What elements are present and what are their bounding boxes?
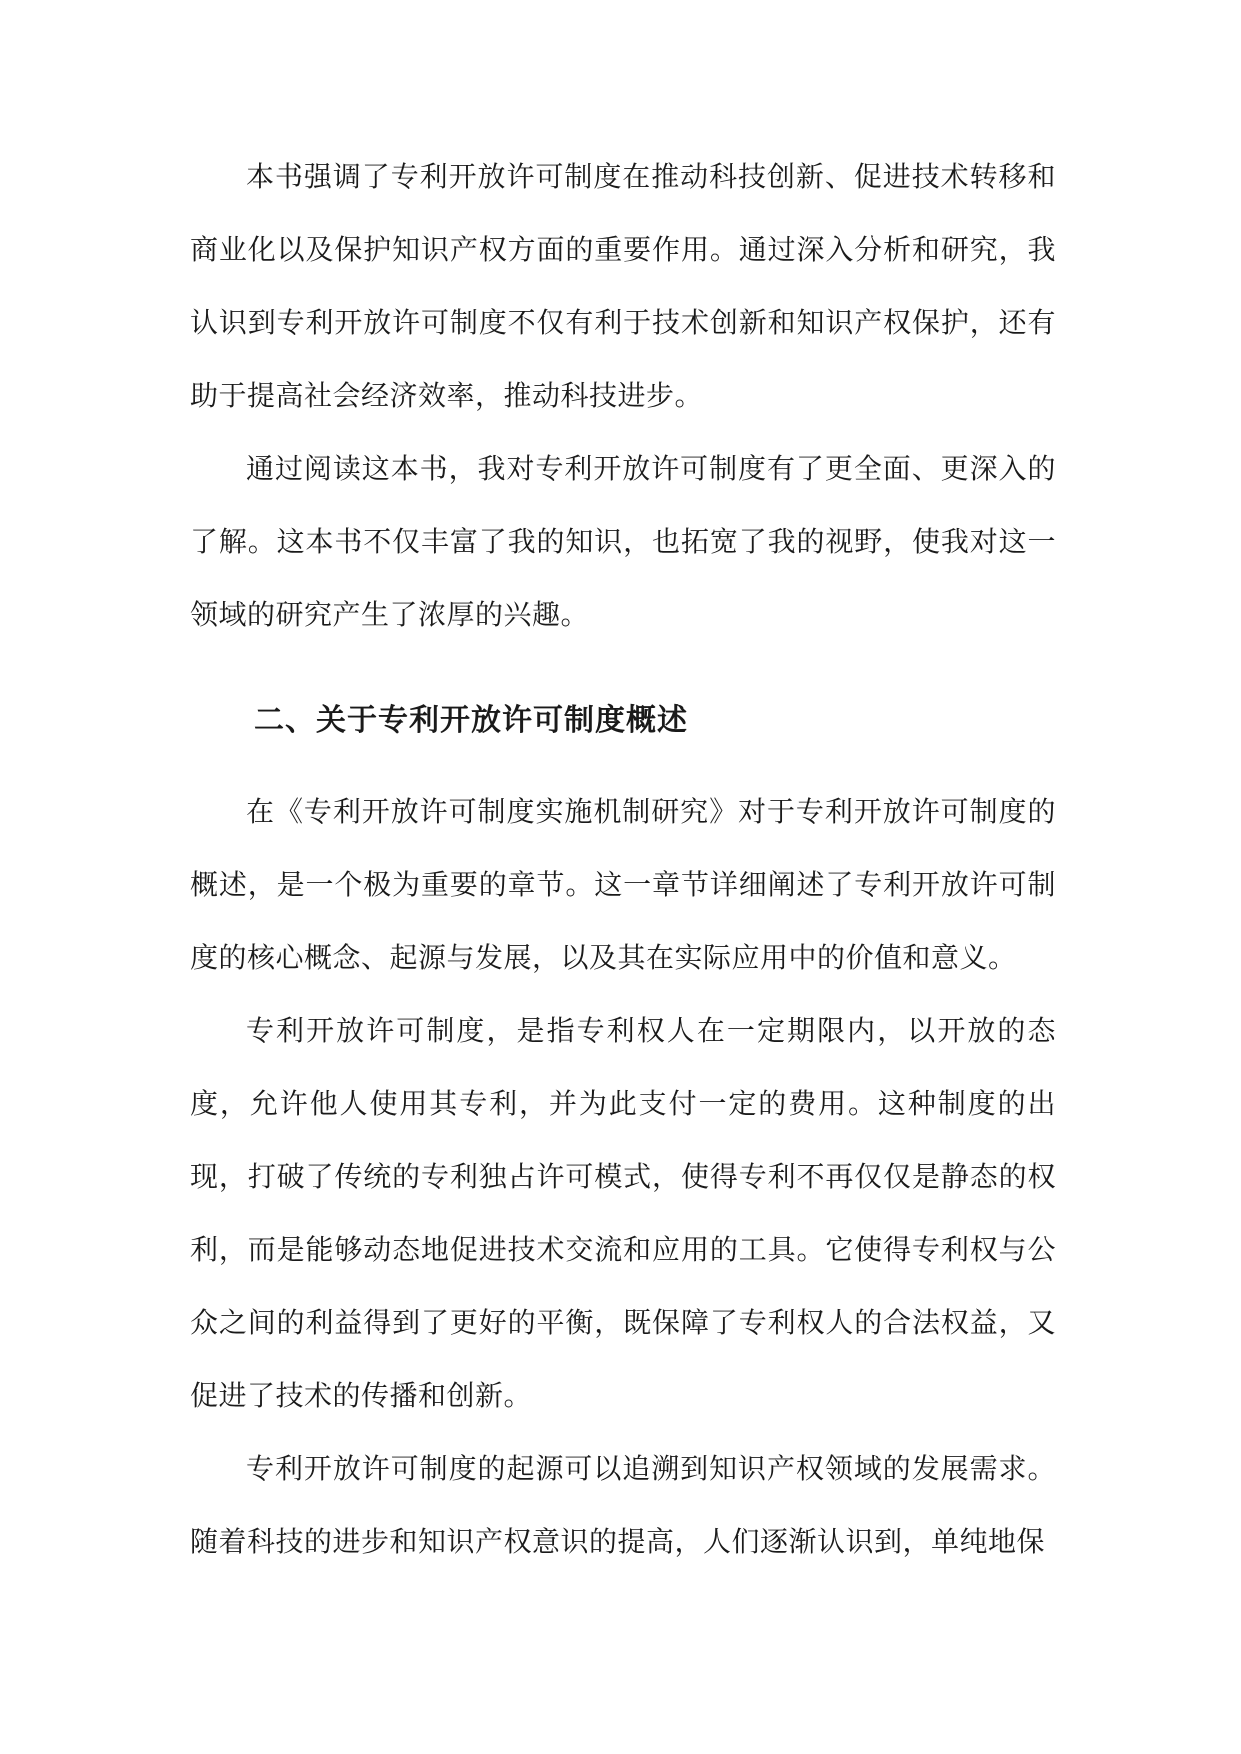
paragraph-reading-reflection: 通过阅读这本书，我对专利开放许可制度有了更全面、更深入的了解。这本书不仅丰富了我的知识，也拓宽了我的视野，使我对这一领域的研究产生了浓厚的兴趣。 xyxy=(190,452,1056,631)
paragraph-book-emphasis: 本书强调了专利开放许可制度在推动科技创新、促进技术转移和商业化以及保护知识产权方面的重要作用。通过深入分析和研究，我认识到专利开放许可制度不仅有利于技术创新和知识产权保护，还有助于提高社会经济效率，推动科技进步。 xyxy=(190,160,1056,412)
paragraph-chapter-overview: 在《专利开放许可制度实施机制研究》对于专利开放许可制度的概述，是一个极为重要的章节。这一章节详细阐述了专利开放许可制度的核心概念、起源与发展，以及其在实际应用中的价值和意义。 xyxy=(190,795,1056,974)
paragraph-origin: 专利开放许可制度的起源可以追溯到知识产权领域的发展需求。随着科技的进步和知识产权意识的提高，人们逐渐认识到，单纯地保 xyxy=(190,1452,1056,1558)
section-heading: 二、关于专利开放许可制度概述 xyxy=(254,703,688,738)
paragraph-definition: 专利开放许可制度，是指专利权人在一定期限内，以开放的态度，允许他人使用其专利，并为此支付一定的费用。这种制度的出现，打破了传统的专利独占许可模式，使得专利不再仅仅是静态的权利，而是能够动态地促进技术交流和应用的工具。它使得专利权与公众之间的利益得到了更好的平衡，既保障了专利权人的合法权益，又促进了技术的传播和创新。 xyxy=(190,1014,1056,1412)
document-body xyxy=(190,140,1056,1578)
